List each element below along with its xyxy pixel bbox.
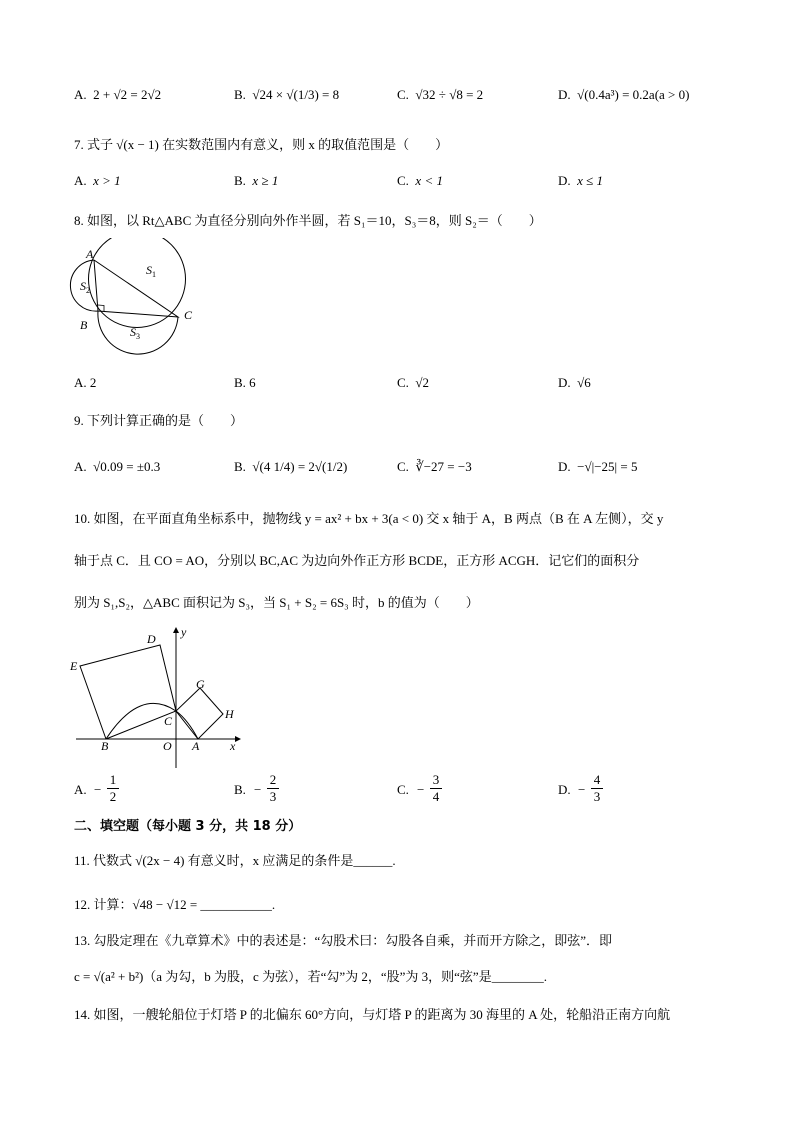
q9-option-c: C. ∛−27 = −3 (397, 459, 472, 474)
q8-triangle (94, 260, 178, 317)
q10-line2: 轴于点 C．且 CO = AO，分别以 BC,AC 为边向外作正方形 BCDE，正方形 ACGH．记它们的面积分 (74, 553, 640, 568)
q6-option-c: C. √32 ÷ √8 = 2 (397, 87, 484, 102)
q6-option-b: B. √24 × √(1/3) = 8 (234, 87, 340, 102)
q8-option-a: A. 2 (74, 375, 97, 390)
q9-option-a: A. √0.09 = ±0.3 (74, 459, 161, 474)
q10-label-y: y (181, 625, 187, 639)
q10-square-bcde (80, 645, 176, 739)
q6-option-d: D. √(0.4a³) = 0.2a(a > 0) (558, 87, 690, 102)
q8-label-c: C (184, 308, 193, 322)
q12-text: 12. 计算：√48 − √12 = ___________. (74, 897, 276, 912)
q10-label-g: G (196, 677, 205, 691)
q8-option-c: C. √2 (397, 375, 430, 390)
q9-option-b: B. √(4 1/4) = 2√(1/2) (234, 459, 348, 474)
q8-figure (66, 238, 206, 370)
q9-option-d: D. −√|−25| = 5 (558, 459, 638, 474)
q8-label-s1: $S_1$ (146, 263, 156, 279)
q10-label-x: x (230, 739, 236, 753)
q8-label-b: B (80, 318, 88, 332)
q10-label-o: O (163, 739, 172, 753)
q11-text: 11. 代数式 √(2x − 4) 有意义时，x 应满足的条件是______. (74, 853, 396, 868)
q8-label-s2: $S_2$ (80, 279, 90, 295)
q7-option-d: D. x ≤ 1 (558, 173, 604, 188)
q10-label-d: D (147, 632, 156, 646)
q13-line1: 13. 勾股定理在《九章算术》中的表述是：“勾股术曰：勾股各自乘，并而开方除之，即弦”．即 (74, 933, 613, 948)
q10-label-h: H (225, 707, 234, 721)
q13-line2: c = √(a² + b²)（a 为勾，b 为股，c 为弦），若“勾”为 2，“股”为 3，则“弦”是________. (74, 969, 547, 984)
q10-label-a: A (192, 739, 200, 753)
q7-option-c: C. x < 1 (397, 173, 443, 188)
q8-stem: 8. 如图，以 Rt△ABC 为直径分别向外作半圆，若 S₁＝10，S₃＝8，则 S₂＝（ ） (74, 213, 542, 228)
q10-line3: 别为 S₁,S₂，△ABC 面积记为 S₃，当 S₁ + S₂ = 6S₃ 时，b 的值为（ ） (74, 595, 479, 610)
q7-option-b: B. x ≥ 1 (234, 173, 279, 188)
q8-option-b: B. 6 (234, 375, 256, 390)
q7-stem: 7. 式子 √(x − 1) 在实数范围内有意义，则 x 的取值范围是（ ） (74, 137, 449, 152)
q10-square-acgh (176, 688, 223, 739)
q10-label-c: C (164, 714, 173, 728)
q10-figure (66, 622, 252, 772)
q8-option-d: D. √6 (558, 375, 591, 390)
q14-text: 14. 如图，一艘轮船位于灯塔 P 的北偏东 60°方向，与灯塔 P 的距离为 30 海里的 A 处，轮船沿正南方向航 (74, 1007, 671, 1022)
q7-option-a: A. x > 1 (74, 173, 121, 188)
section2-title: 二、填空题（每小题 3 分，共 18 分） (74, 819, 302, 834)
q10-line1: 10. 如图，在平面直角坐标系中，抛物线 y = ax² + bx + 3(a < 0) 交 x 轴于 A，B 两点（B 在 A 左侧），交 y (74, 511, 664, 526)
q10-label-e: E (70, 659, 78, 673)
q10-label-b: B (101, 739, 109, 753)
q8-label-a: A (86, 247, 94, 261)
q9-stem: 9. 下列计算正确的是（ ） (74, 413, 244, 428)
q6-option-a: A. 2 + √2 = 2√2 (74, 87, 162, 102)
q8-label-s3: $S_3$ (130, 325, 140, 341)
